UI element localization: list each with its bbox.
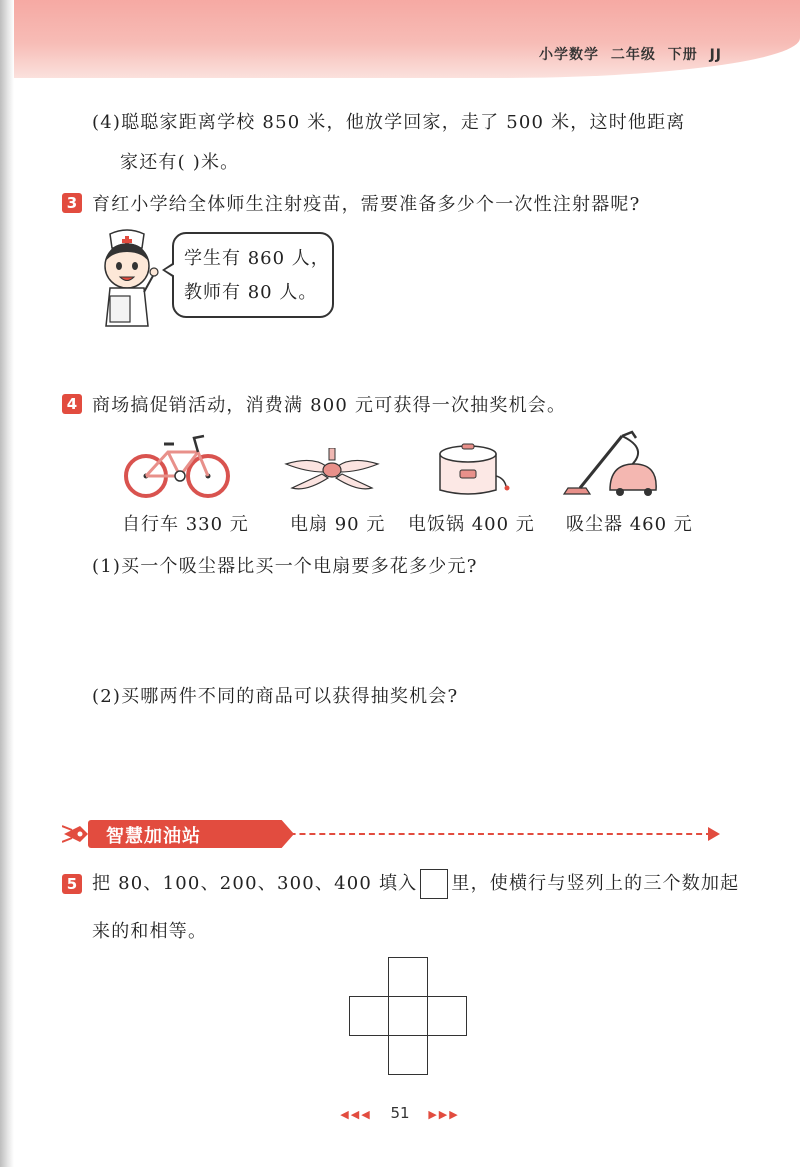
q4-sub1: (1)买一个吸尘器比买一个电扇要多花多少元? <box>92 556 478 577</box>
section-divider <box>240 833 712 835</box>
vacuum-cleaner-icon <box>560 430 660 500</box>
page-binding-shadow <box>0 0 14 1167</box>
nurse-character-icon <box>92 228 162 332</box>
q4-text: 商场搞促销活动，消费满 800 元可获得一次抽奖机会。 <box>92 395 567 416</box>
question-number-4: 4 <box>62 394 82 414</box>
item-fan-price: 电扇 90 元 <box>290 514 386 535</box>
arrow-right-icon <box>708 827 720 841</box>
ceiling-fan-icon <box>282 448 382 494</box>
header-band <box>0 0 800 78</box>
grid-cell-top[interactable] <box>388 957 428 997</box>
q3-text: 育红小学给全体师生注射疫苗，需要准备多少个一次性注射器呢? <box>92 194 641 215</box>
bicycle-icon <box>120 430 236 500</box>
q2-part4-line2: 家还有( )米。 <box>120 152 240 173</box>
item-vacuum-price: 吸尘器 460 元 <box>566 514 693 535</box>
section-title: 智慧加油站 <box>106 826 201 847</box>
book-info: 小学数学 二年级 下册 JJ <box>538 47 722 63</box>
q2-part4-line1: (4)聪聪家距离学校 850 米，他放学回家，走了 500 米，这时他距离 <box>92 112 686 133</box>
grid-cell-bottom[interactable] <box>388 1035 428 1075</box>
page-footer <box>0 1104 800 1122</box>
item-rice-cooker-price: 电饭锅 400 元 <box>408 514 535 535</box>
speech-bubble <box>172 232 334 318</box>
inline-blank-box <box>420 869 448 899</box>
q5-text-a: 把 80、100、200、300、400 填入 <box>92 873 418 894</box>
grid-cell-right[interactable] <box>427 996 467 1036</box>
bubble-line-teachers: 教师有 80 人。 <box>184 282 318 303</box>
grid-cell-center[interactable] <box>388 996 428 1036</box>
page-right-arrows-icon: ▶▶▶ <box>428 1108 460 1121</box>
speech-bubble-tail-fill <box>165 264 175 276</box>
item-bicycle-price: 自行车 330 元 <box>122 514 249 535</box>
q4-sub2: (2)买哪两件不同的商品可以获得抽奖机会? <box>92 686 459 707</box>
page-left-arrows-icon: ◀◀◀ <box>340 1108 372 1121</box>
rocket-arrow-icon <box>62 820 92 848</box>
question-number-3: 3 <box>62 193 82 213</box>
q5-line1 <box>92 869 739 899</box>
page-number: 51 <box>390 1104 410 1122</box>
bubble-line-students: 学生有 860 人， <box>184 248 330 269</box>
rice-cooker-icon <box>432 436 512 498</box>
grid-cell-left[interactable] <box>349 996 389 1036</box>
q5-line2: 来的和相等。 <box>92 921 208 942</box>
q5-text-b: 里，使横行与竖列上的三个数加起 <box>451 873 740 894</box>
question-number-5: 5 <box>62 874 82 894</box>
